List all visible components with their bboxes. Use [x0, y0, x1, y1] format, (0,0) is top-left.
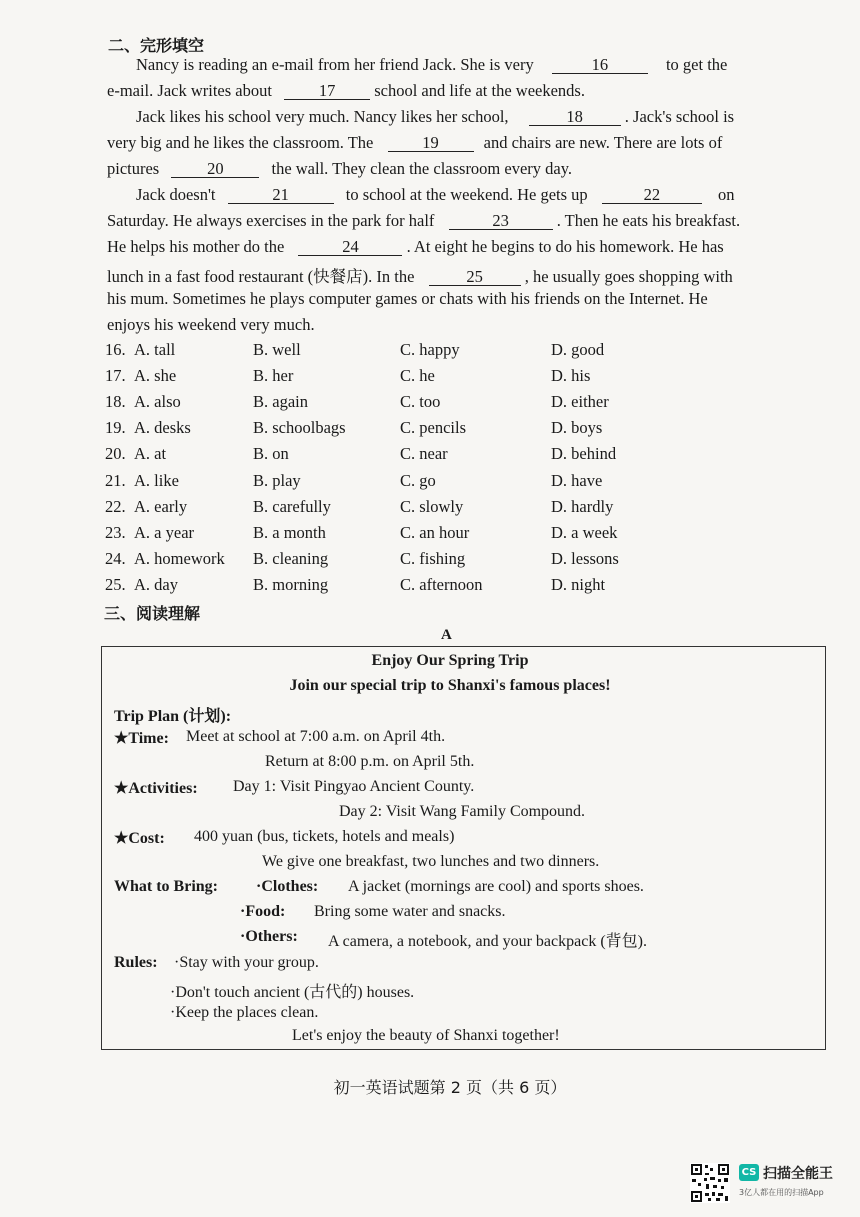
blank-19: 19 [388, 135, 474, 152]
option-d: D. either [551, 392, 609, 411]
others-text: A camera, a notebook, and your backpack (背包). [328, 933, 647, 950]
passage-text: to school at the weekend. He gets up [345, 185, 588, 204]
option-c: C. he [400, 366, 435, 385]
option-d: D. night [551, 575, 606, 594]
cost-meals: We give one breakfast, two lunches and two dinners. [262, 853, 600, 870]
blank-18: 18 [529, 109, 621, 126]
notice-closing: Let's enjoy the beauty of Shanxi together! [292, 1027, 560, 1044]
others-label: ·Others: [240, 928, 298, 945]
option-num: 25. [105, 575, 126, 594]
option-b: B. on [253, 444, 289, 463]
option-b: B. schoolbags [253, 418, 346, 437]
cost-label: ★Cost: [114, 830, 165, 847]
option-num: 20. [105, 444, 126, 463]
passage-text: to get the [665, 55, 728, 74]
option-a: A. desks [134, 418, 191, 437]
option-c: C. near [400, 444, 448, 463]
clothes-text: A jacket (mornings are cool) and sports shoes. [348, 878, 644, 895]
passage-text: Jack likes his school very much. Nancy likes her school, [136, 107, 509, 126]
option-d: D. his [551, 366, 591, 385]
passage-line [107, 81, 585, 101]
activity-day-2: Day 2: Visit Wang Family Compound. [339, 803, 586, 820]
passage-text: on [717, 185, 735, 204]
option-num: 18. [105, 392, 126, 411]
passage-text: Jack doesn't [136, 185, 216, 204]
option-a: A. tall [134, 340, 176, 359]
rule-item: ·Keep the places clean. [170, 1004, 319, 1021]
passage-label: A [441, 627, 452, 643]
passage-text: . Jack's school is [624, 107, 735, 126]
option-num: 17. [105, 366, 126, 385]
option-d: D. boys [551, 418, 603, 437]
blank-25: 25 [429, 269, 521, 286]
notice-title: Enjoy Our Spring Trip [371, 652, 529, 669]
option-a: A. a year [134, 523, 195, 542]
scanner-app-name: 扫描全能王 [763, 1166, 833, 1182]
option-b: B. well [253, 340, 301, 359]
option-b: B. play [253, 471, 301, 490]
trip-plan-label: Trip Plan (计划): [114, 708, 232, 725]
option-d: D. good [551, 340, 605, 359]
passage-line: his mum. Sometimes he plays computer games or chats with his friends on the Internet. He [107, 289, 708, 308]
blank-23: 23 [449, 213, 553, 230]
passage-line [107, 133, 722, 153]
passage-line [107, 237, 724, 257]
blank-24: 24 [298, 239, 402, 256]
passage-text: e-mail. Jack writes about [107, 81, 272, 100]
option-a: A. like [134, 471, 179, 490]
blank-20: 20 [171, 161, 259, 178]
option-d: D. lessons [551, 549, 619, 568]
option-d: D. hardly [551, 497, 614, 516]
rules-label: Rules: [114, 954, 158, 971]
time-label: ★Time: [114, 730, 169, 747]
option-d: D. have [551, 471, 603, 490]
option-c: C. afternoon [400, 575, 483, 594]
passage-text: Saturday. He always exercises in the park for half [107, 211, 435, 230]
cost-amount: 400 yuan (bus, tickets, hotels and meals) [194, 828, 455, 845]
option-a: A. day [134, 575, 178, 594]
activity-day-1: Day 1: Visit Pingyao Ancient County. [233, 778, 475, 795]
passage-text: pictures [107, 159, 160, 178]
passage-text: lunch in a fast food restaurant (快餐店). In the [107, 267, 415, 286]
option-num: 24. [105, 549, 126, 568]
time-meet: Meet at school at 7:00 a.m. on April 4th. [186, 728, 446, 745]
passage-text: school and life at the weekends. [374, 81, 585, 100]
passage-text: . Then he eats his breakfast. [556, 211, 741, 230]
qr-code-icon [690, 1163, 730, 1203]
blank-16: 16 [552, 57, 648, 74]
rule-item: ·Stay with your group. [174, 954, 319, 971]
option-d: D. a week [551, 523, 618, 542]
passage-text: Nancy is reading an e-mail from her friend Jack. She is very [136, 55, 534, 74]
food-label: ·Food: [240, 903, 286, 920]
scanner-tagline: 3亿人都在用的扫描App [739, 1188, 824, 1197]
blank-17: 17 [284, 83, 370, 100]
passage-line: enjoys his weekend very much. [107, 315, 315, 334]
passage-line [136, 107, 734, 127]
activities-label: ★Activities: [114, 780, 198, 797]
page-footer: 初一英语试题第 2 页（共 6 页） [333, 1078, 567, 1097]
option-b: B. her [253, 366, 294, 385]
option-a: A. also [134, 392, 181, 411]
option-b: B. cleaning [253, 549, 329, 568]
passage-text: very big and he likes the classroom. The [107, 133, 374, 152]
passage-line [107, 159, 572, 179]
passage-line [136, 55, 727, 75]
bring-label: What to Bring: [114, 878, 218, 895]
section-heading-cloze: 二、完形填空 [108, 36, 205, 55]
camscanner-logo-icon: CS [739, 1164, 759, 1181]
option-a: A. homework [134, 549, 225, 568]
option-c: C. too [400, 392, 441, 411]
passage-text: and chairs are new. There are lots of [483, 133, 723, 152]
option-num: 23. [105, 523, 126, 542]
notice-subtitle: Join our special trip to Shanxi's famous places! [289, 677, 611, 694]
option-b: B. morning [253, 575, 329, 594]
option-b: B. again [253, 392, 308, 411]
option-b: B. carefully [253, 497, 331, 516]
time-return: Return at 8:00 p.m. on April 5th. [265, 753, 475, 770]
option-c: C. fishing [400, 549, 466, 568]
option-d: D. behind [551, 444, 617, 463]
blank-21: 21 [228, 187, 334, 204]
option-num: 22. [105, 497, 126, 516]
option-c: C. pencils [400, 418, 466, 437]
passage-line [107, 211, 740, 231]
option-b: B. a month [253, 523, 326, 542]
option-c: C. happy [400, 340, 460, 359]
passage-line [107, 263, 733, 287]
option-a: A. early [134, 497, 188, 516]
passage-text: He helps his mother do the [107, 237, 285, 256]
option-c: C. slowly [400, 497, 464, 516]
option-c: C. go [400, 471, 436, 490]
clothes-label: ·Clothes: [256, 878, 319, 895]
passage-text: . At eight he begins to do his homework. He has [406, 237, 724, 256]
option-num: 21. [105, 471, 126, 490]
passage-text: , he usually goes shopping with [524, 267, 733, 286]
passage-text: the wall. They clean the classroom every day. [271, 159, 573, 178]
option-a: A. she [134, 366, 177, 385]
food-text: Bring some water and snacks. [314, 903, 506, 920]
option-a: A. at [134, 444, 167, 463]
option-c: C. an hour [400, 523, 470, 542]
option-num: 19. [105, 418, 126, 437]
rule-item: ·Don't touch ancient (古代的) houses. [170, 984, 415, 1001]
passage-line [136, 185, 734, 205]
option-num: 16. [105, 340, 126, 359]
blank-22: 22 [602, 187, 702, 204]
section-heading-reading: 三、阅读理解 [104, 604, 201, 623]
